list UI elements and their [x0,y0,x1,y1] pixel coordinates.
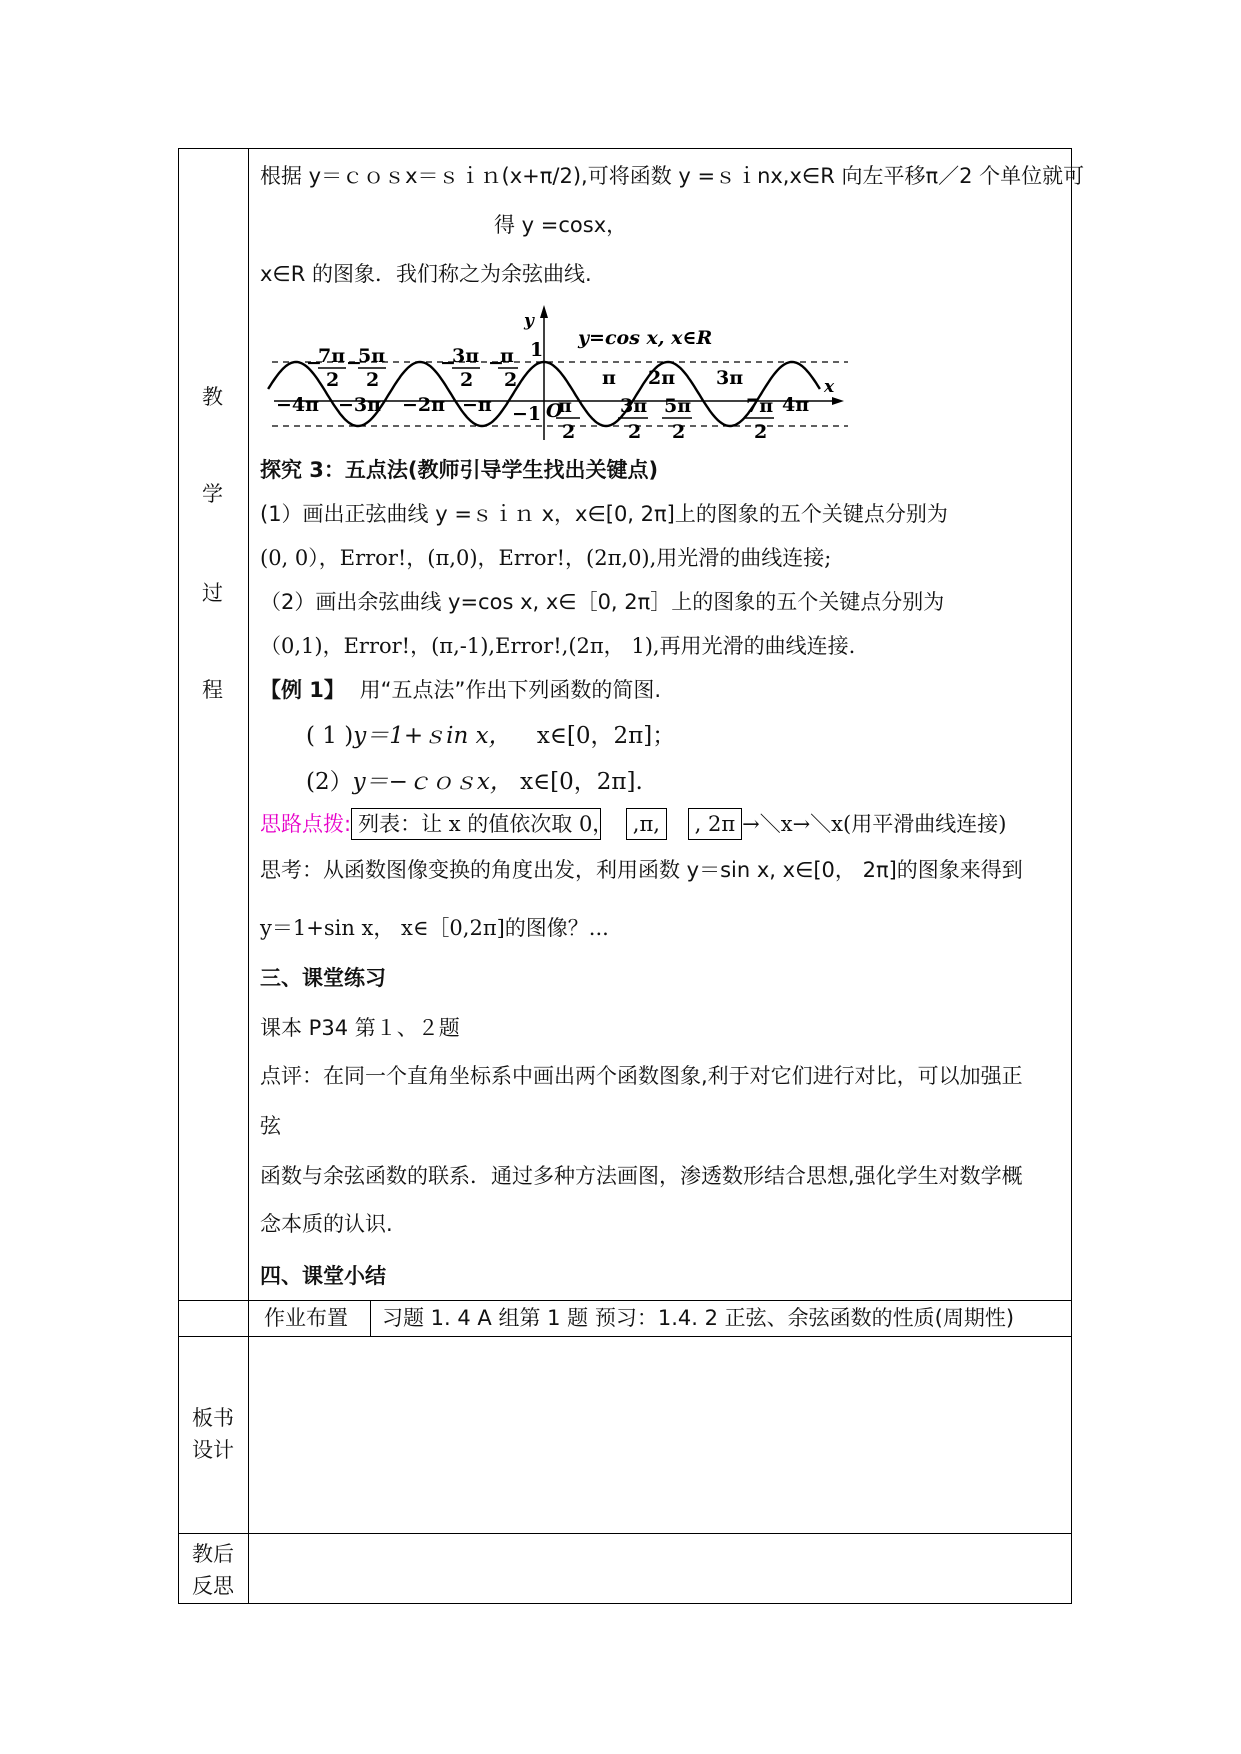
x-axis-label: x [824,377,835,397]
comment-d: 念本质的认识. [260,1212,393,1236]
hint-label: 思路点拨: [260,812,352,836]
one-label: 1 [530,339,544,361]
hint-tail: →＼x→＼x(用平滑曲线连接) [742,812,1007,836]
row-divider-homework-top [178,1300,1072,1301]
tick-pi-half-num: π [558,395,572,417]
origin-label: O [546,400,563,422]
homework-text: 习题 1. 4 A 组第 1 题 预习：1.4. 2 正弦、余弦函数的性质(周期性) [382,1306,1015,1330]
tick-3pi-half-den: 2 [628,421,642,440]
tick-neg-4pi: −4π [276,394,320,416]
ex2-domain: x∈[0，2π]. [520,769,643,795]
tick-2pi: 2π [648,367,676,389]
tick-neg-7pi-half-den: 2 [326,369,340,391]
homework-label: 作业布置 [264,1306,348,1330]
title: y=cos x, x∈R [578,327,713,349]
row-divider-board-top [178,1336,1072,1337]
section-label-1: 教 [202,385,223,409]
tick-neg-pi: −π [462,394,492,416]
tick-5pi-half-num: 5π [664,395,692,417]
step-2b: （0,1)，Error!，(π,-1),Error!,(2π， 1),再用光滑的曲线连接. [260,634,856,658]
hint-box-3: , 2π [688,808,743,840]
tick-pi: π [602,367,616,389]
ex1-func: y＝1+ｓin x， [353,723,512,749]
explore-3: 探究 3：五点法(教师引导学生找出关键点) [260,458,659,482]
step-1a: (1）画出正弦曲线 y =ｓｉｎ x，x∈[0, 2π]上的图象的五个关键点分别为 [260,502,948,526]
minus-one-label: −1 [512,403,542,425]
tick-3pi-half-num: 3π [620,395,648,417]
hint-box-2: ,π, [626,808,667,840]
paragraph-1a: 根据 y＝ｃｏｓx＝ｓｉｎ(x+π/2),可将函数 y =ｓｉnx,x∈R 向左平移π／2 个单位就可 [260,164,1085,188]
tick-neg-5pi-half-num: 5π [358,345,386,367]
tick-pi-half-den: 2 [562,421,576,440]
tick-7pi-half-den: 2 [754,421,768,440]
example-text: 用“五点法”作出下列函数的简图. [359,678,662,702]
tick-3pi: 3π [716,367,744,389]
tick-neg-3pi-half-den: 2 [460,369,474,391]
tick-7pi-half-num: 7π [746,395,774,417]
tick-4pi: 4π [782,394,810,416]
y-axis-arrow [540,305,548,318]
tick-neg-pi-half-num: π [500,345,514,367]
x-axis-arrow [832,397,844,405]
tick-neg-3pi: −3π [338,394,382,416]
example-item-1 [306,722,675,750]
tick-5pi-half-den: 2 [672,421,686,440]
neg-sign-2: − [346,352,362,374]
homework-divider [370,1300,371,1336]
practice: 课本 P34 第１、２题 [260,1016,460,1040]
tick-neg-5pi-half-den: 2 [366,369,380,391]
ex1-domain: x∈[0，2π]； [536,723,676,749]
row-divider-reflection-top [178,1533,1072,1534]
section-label-3: 过 [202,581,223,605]
step-1b: (0, 0），Error!，(π,0)，Error!，(2π,0),用光滑的曲线连接; [260,546,832,570]
section-3-title: 三、课堂练习 [260,966,386,990]
section-label-4: 程 [202,678,223,702]
ex2-prefix: (2） [306,769,353,795]
tick-neg-3pi-half-num: 3π [452,345,480,367]
y-axis-label: y [524,311,534,331]
ex1-prefix: ( 1 ) [306,723,354,749]
example-item-2 [306,768,643,796]
tick-neg-7pi-half-num: 7π [318,345,346,367]
hint-line [260,808,1006,840]
comment-a: 点评：在同一个直角坐标系中画出两个函数图象,利于对它们进行对比，可以加强正 [260,1064,1023,1088]
neg-sign-3: − [440,352,456,374]
section-4-title: 四、课堂小结 [260,1264,386,1288]
tick-neg-2pi: −2π [402,394,446,416]
comment-c: 函数与余弦函数的联系．通过多种方法画图，渗透数形结合思想,强化学生对数学概 [260,1164,1023,1188]
cosine-graph [262,300,862,440]
think-b: y＝1+sin x， x∈［0,2π]的图像？... [260,916,609,940]
section-label-2: 学 [202,482,223,506]
step-2a: （2）画出余弦曲线 y=cos x, x∈［0, 2π］上的图象的五个关键点分别为 [260,590,945,614]
neg-sign-1: − [306,352,322,374]
neg-sign-4: − [488,352,504,374]
column-divider [248,148,249,1604]
ex2-func: y＝−ｃｏｓx， [352,769,513,795]
think-a: 思考：从函数图像变换的角度出发，利用函数 y＝sin x, x∈[0， 2π]的图象来得到 [260,858,1023,882]
comment-b: 弦 [260,1114,281,1138]
board-label-2: 设计 [192,1438,234,1462]
hint-box-1: 列表：让 x 的值依次取 0， [351,808,601,840]
reflection-label-2: 反思 [192,1574,234,1598]
reflection-label-1: 教后 [192,1542,234,1566]
paragraph-1b: 得 y =cosx， [494,213,628,237]
tick-neg-pi-half-den: 2 [504,369,518,391]
paragraph-1c: x∈R 的图象．我们称之为余弦曲线. [260,262,592,286]
board-label-1: 板书 [192,1406,234,1430]
example-line [260,676,661,704]
example-tag: 【例 1】 [260,678,345,702]
